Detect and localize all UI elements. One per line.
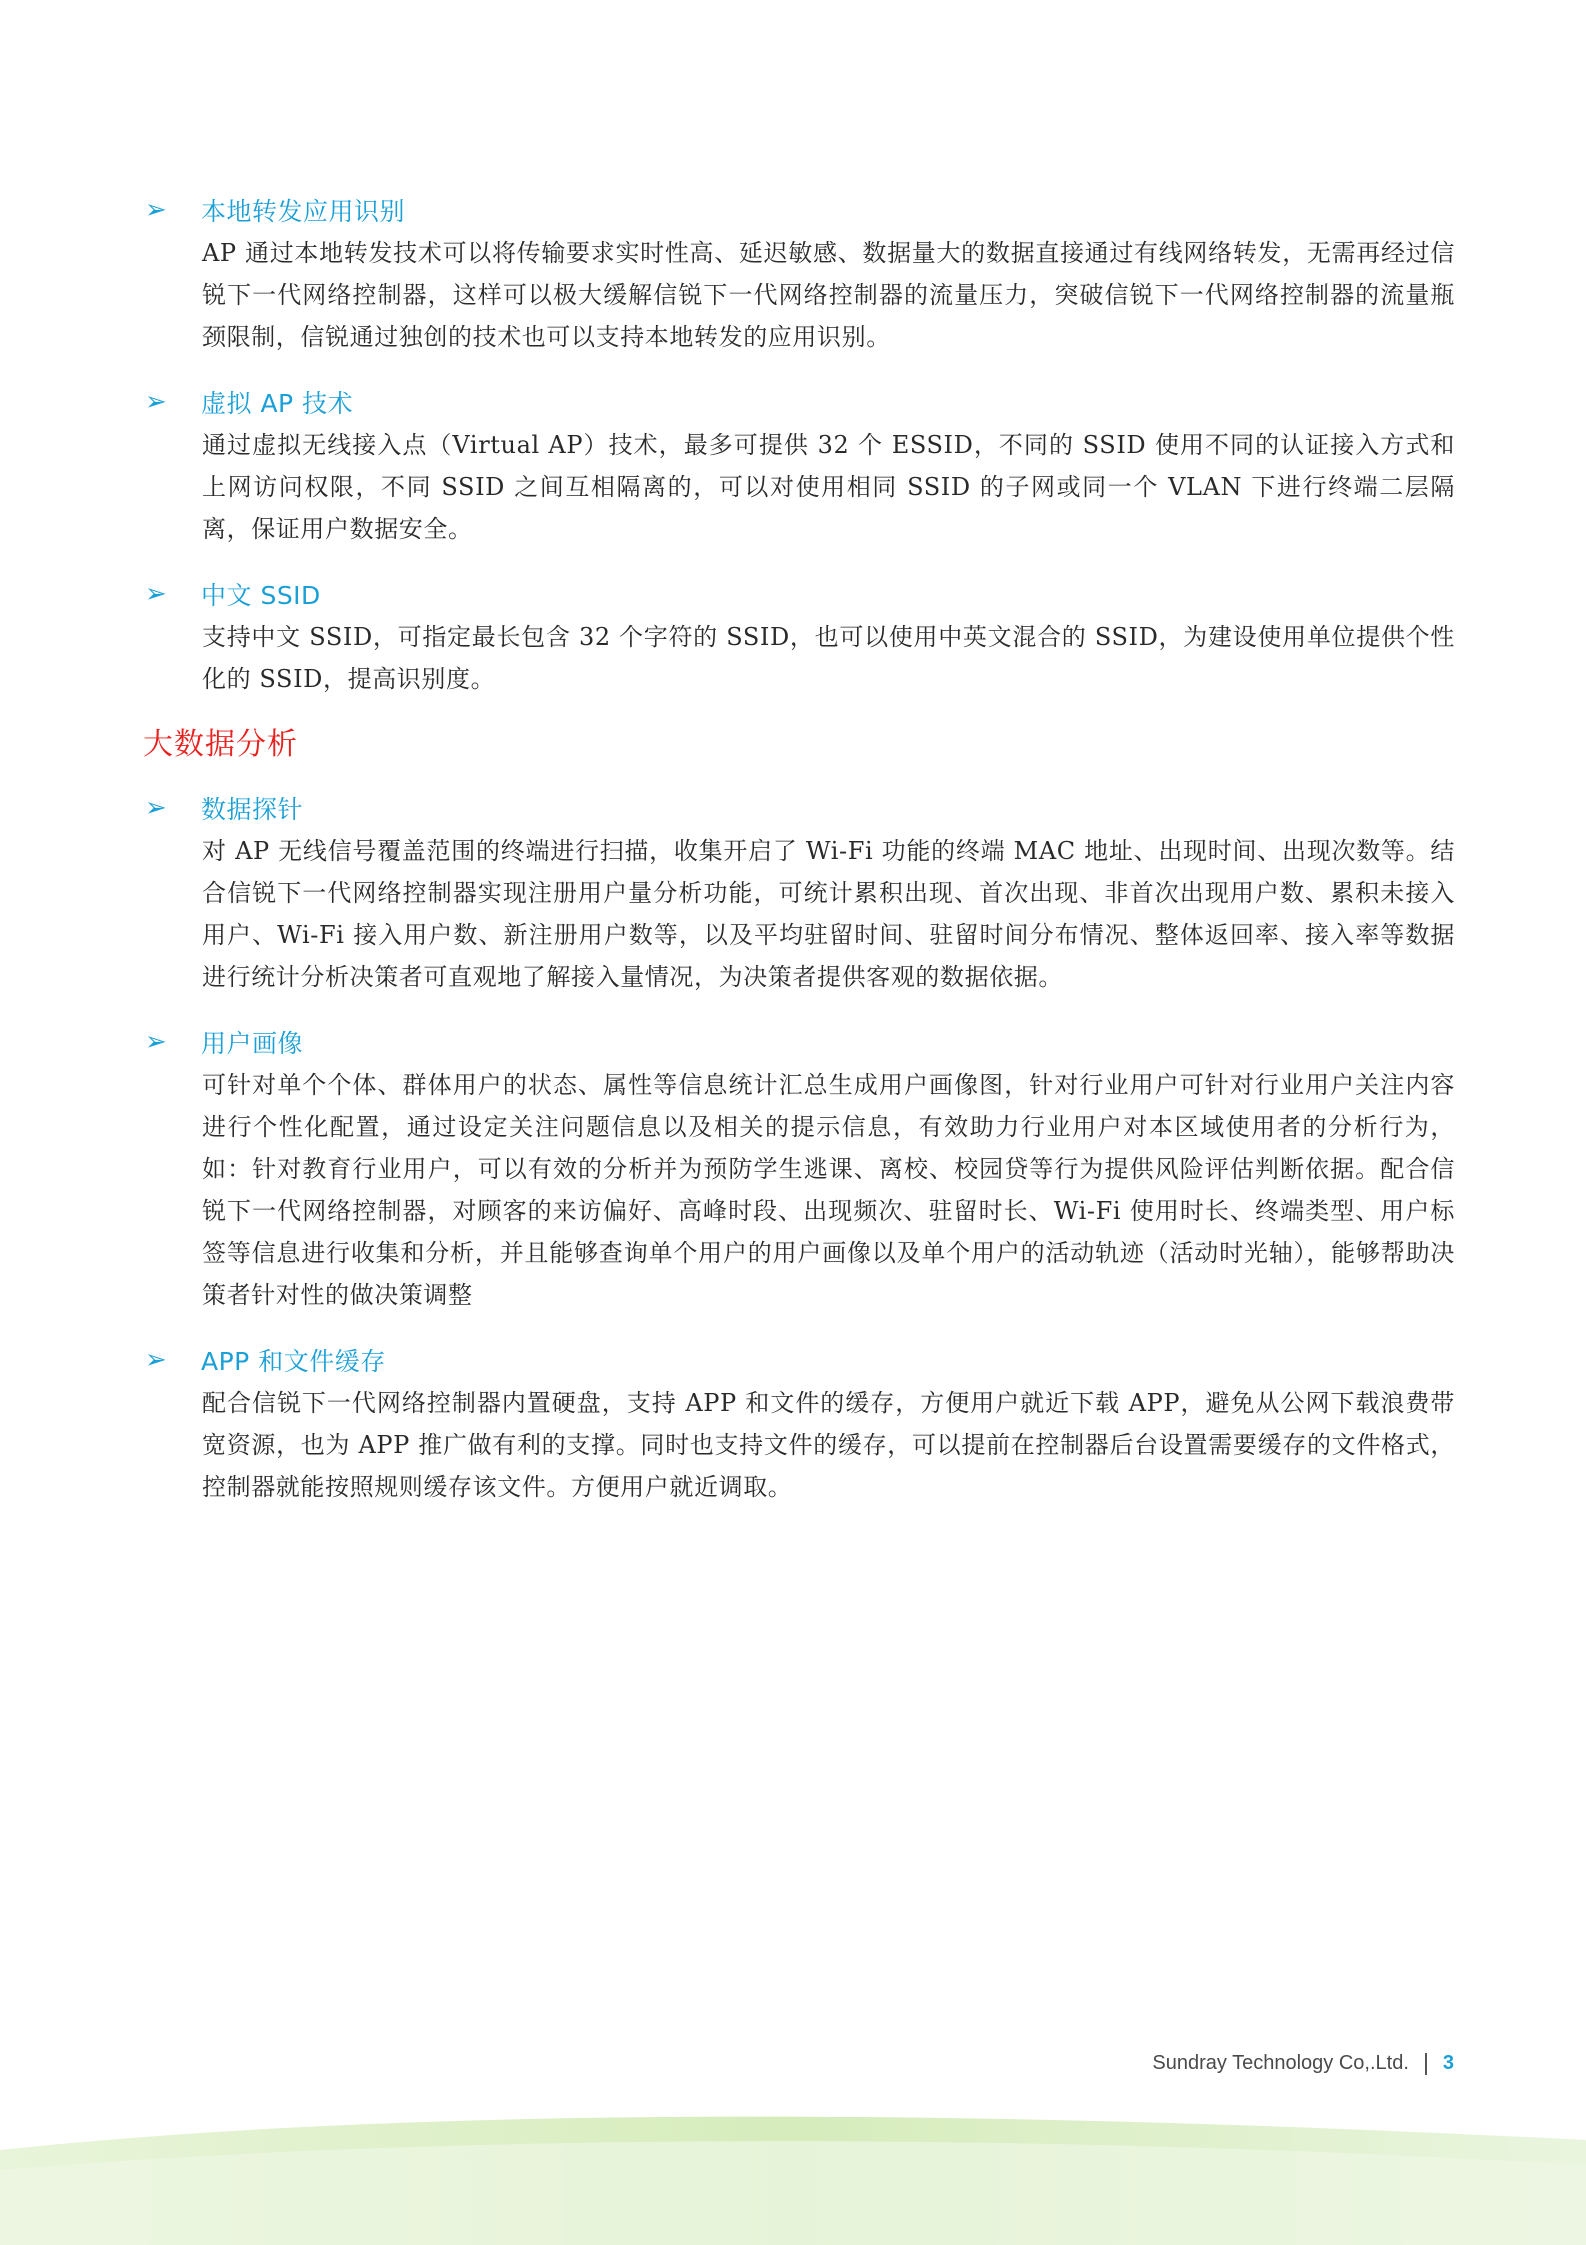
item-body: 对 AP 无线信号覆盖范围的终端进行扫描，收集开启了 Wi-Fi 功能的终端 MAC 地址、出现时间、出现次数等。结合信锐下一代网络控制器实现注册用户量分析功能，可统计累积出现、首次出现、非首次出现用户数、累积未接入用户、Wi-Fi 接入用户数、新注册用户数等，以及平均驻留时间、驻留时间分布情况、整体返回率、接入率等数据进行统计分析决策者可直观地了解接入量情况，为决策者提供客观的数据依据。	[202, 837, 1455, 991]
item-title: 用户画像	[201, 1029, 304, 1058]
item-header	[145, 786, 1455, 830]
item-title: 虚拟 AP 技术	[201, 389, 354, 418]
item-title: 本地转发应用识别	[201, 197, 406, 226]
footer-divider	[1425, 2053, 1427, 2075]
item-body: 配合信锐下一代网络控制器内置硬盘，支持 APP 和文件的缓存，方便用户就近下载 APP，避免从公网下载浪费带宽资源，也为 APP 推广做有利的支撑。同时也支持文件的缓存，可以提前在控制器后台设置需要缓存的文件格式，控制器就能按照规则缓存该文件。方便用户就近调取。	[202, 1389, 1455, 1501]
arrow-bullet-icon: ➢	[145, 1027, 167, 1057]
feature-user-profile	[145, 1020, 1455, 1316]
feature-chinese-ssid	[145, 572, 1455, 700]
item-body: 通过虚拟无线接入点（Virtual AP）技术，最多可提供 32 个 ESSID，不同的 SSID 使用不同的认证接入方式和上网访问权限，不同 SSID 之间互相隔离的，可以对使用相同 SSID 的子网或同一个 VLAN 下进行终端二层隔离，保证用户数据安全。	[202, 431, 1455, 543]
feature-data-probe	[145, 786, 1455, 998]
item-header	[145, 1020, 1455, 1064]
arrow-bullet-icon: ➢	[145, 1345, 167, 1375]
arrow-bullet-icon: ➢	[145, 793, 167, 823]
arrow-bullet-icon: ➢	[145, 195, 167, 225]
item-header	[145, 188, 1455, 232]
item-title: APP 和文件缓存	[201, 1347, 386, 1376]
feature-local-forwarding	[145, 188, 1455, 358]
feature-app-file-cache	[145, 1338, 1455, 1508]
item-body: 支持中文 SSID，可指定最长包含 32 个字符的 SSID，也可以使用中英文混合的 SSID，为建设使用单位提供个性化的 SSID，提高识别度。	[202, 623, 1455, 693]
item-body: 可针对单个个体、群体用户的状态、属性等信息统计汇总生成用户画像图，针对行业用户可针对行业用户关注内容进行个性化配置，通过设定关注问题信息以及相关的提示信息，有效助力行业用户对本区域使用者的分析行为，如：针对教育行业用户，可以有效的分析并为预防学生逃课、离校、校园贷等行为提供风险评估判断依据。配合信锐下一代网络控制器，对顾客的来访偏好、高峰时段、出现频次、驻留时长、Wi-Fi 使用时长、终端类型、用户标签等信息进行收集和分析，并且能够查询单个用户的用户画像以及单个用户的活动轨迹（活动时光轴），能够帮助决策者针对性的做决策调整	[202, 1071, 1455, 1309]
feature-virtual-ap	[145, 380, 1455, 550]
arrow-bullet-icon: ➢	[145, 387, 167, 417]
item-header	[145, 572, 1455, 616]
wave-highlight	[0, 2141, 1586, 2245]
section-heading-big-data: 大数据分析	[143, 727, 298, 762]
item-title: 中文 SSID	[201, 581, 321, 610]
page-number: 3	[1442, 2052, 1454, 2074]
page-content	[145, 188, 1455, 1530]
item-header	[145, 380, 1455, 424]
item-header	[145, 1338, 1455, 1382]
item-body: AP 通过本地转发技术可以将传输要求实时性高、延迟敏感、数据量大的数据直接通过有线网络转发，无需再经过信锐下一代网络控制器，这样可以极大缓解信锐下一代网络控制器的流量压力，突破信锐下一代网络控制器的流量瓶颈限制，信锐通过独创的技术也可以支持本地转发的应用识别。	[202, 239, 1455, 351]
page-footer	[1152, 2052, 1454, 2075]
item-title: 数据探针	[201, 795, 304, 824]
decorative-wave	[0, 2110, 1586, 2245]
footer-company: Sundray Technology Co,.Ltd.	[1152, 2052, 1409, 2074]
arrow-bullet-icon: ➢	[145, 579, 167, 609]
